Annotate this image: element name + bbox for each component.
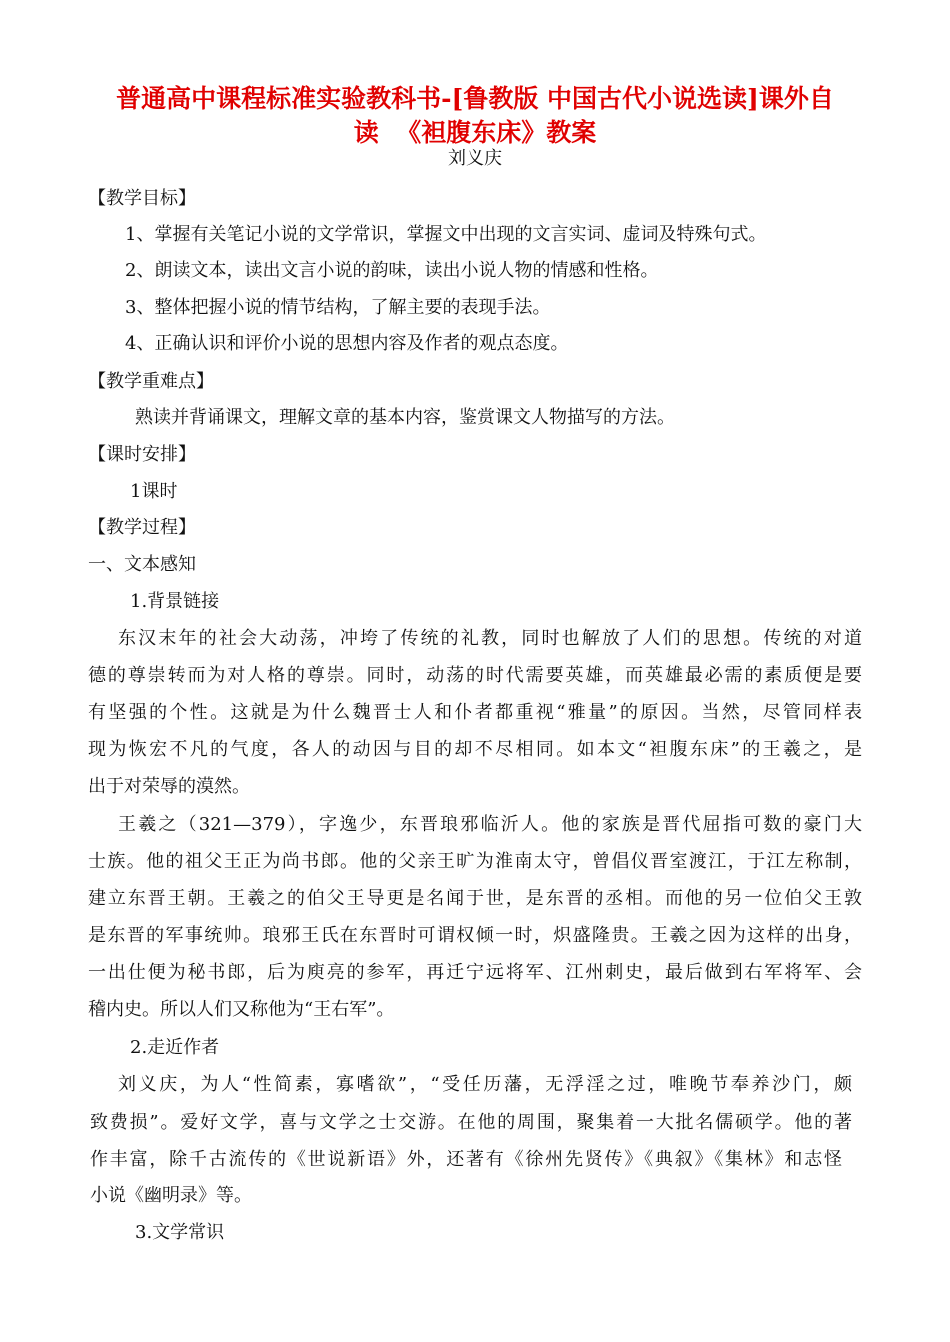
paragraph-line: 现为恢宏不凡的气度，各人的动因与目的却不尽相同。如本文“袒腹东床”的王羲之，是 [88,739,862,760]
paragraph-line: 建立东晋王朝。王羲之的伯父王导更是名闻于世，是东晋的丞相。而他的另一位伯父王敦 [88,888,862,909]
paragraph-line: 有坚强的个性。这就是为什么魏晋士人和仆者都重视“雅量”的原因。当然，尽管同样表 [88,702,862,723]
paragraph-line: 稽内史。所以人们又称他为“王右军”。 [88,999,395,1020]
key-points-heading: 【教学重难点】 [88,371,214,392]
title-line-2: 读 《袒腹东床》教案 [353,118,597,147]
subsection-heading: 1.背景链接 [130,591,220,612]
paragraph-line: 出于对荣辱的漠然。 [88,776,250,797]
subsection-heading: 2.走近作者 [130,1037,220,1058]
subsection-heading: 3.文学常识 [135,1222,225,1243]
goals-heading: 【教学目标】 [88,188,196,209]
goal-item: 3、整体把握小说的情节结构，了解主要的表现手法。 [125,297,551,318]
paragraph-line: 作丰富，除千古流传的《世说新语》外，还著有《徐州先贤传》《典叙》《集林》和志怪 [90,1149,842,1170]
paragraph-line: 王羲之（321—379），字逸少，东晋琅邪临沂人。他的家族是晋代屈指可数的豪门大 [118,814,862,835]
key-points-text: 熟读并背诵课文，理解文章的基本内容，鉴赏课文人物描写的方法。 [135,407,675,428]
goal-item: 4、正确认识和评价小说的思想内容及作者的观点态度。 [125,333,569,354]
paragraph-line: 致费损”。爱好文学，喜与文学之士交游。在他的周围，聚集着一大批名儒硕学。他的著 [90,1112,852,1133]
part-heading: 一、文本感知 [88,554,196,575]
paragraph-line: 士族。他的祖父王正为尚书郎。他的父亲王旷为淮南太守，曾倡仪晋室渡江，于江左称制， [88,851,862,872]
author-name: 刘义庆 [448,148,502,169]
document-title [95,82,855,150]
process-heading: 【教学过程】 [88,517,196,538]
paragraph-line: 德的尊崇转而为对人格的尊崇。同时，动荡的时代需要英雄，而英雄最必需的素质便是要 [88,665,862,686]
paragraph-line: 一出仕便为秘书郎，后为庾亮的参军，再迁宁远将军、江州刺史，最后做到右军将军、会 [88,962,862,983]
paragraph-line: 小说《幽明录》等。 [90,1185,252,1206]
goal-item: 1、掌握有关笔记小说的文学常识，掌握文中出现的文言实词、虚词及特殊句式。 [125,224,767,245]
schedule-heading: 【课时安排】 [88,444,196,465]
paragraph-line: 是东晋的军事统帅。琅邪王氏在东晋时可谓权倾一时，炽盛隆贵。王羲之因为这样的出身， [88,925,862,946]
paragraph-line: 刘义庆，为人“性简素，寡嗜欲”，“受任历藩，无浮淫之过，唯晚节奉养沙门，颇 [118,1074,852,1095]
schedule-text: 1课时 [130,481,178,502]
goal-item: 2、朗读文本，读出文言小说的韵味，读出小说人物的情感和性格。 [125,260,659,281]
title-line-1: 普通高中课程标准实验教科书-[鲁教版 中国古代小说选读]课外自 [116,84,834,113]
paragraph-line: 东汉末年的社会大动荡，冲垮了传统的礼教，同时也解放了人们的思想。传统的对道 [118,628,862,649]
